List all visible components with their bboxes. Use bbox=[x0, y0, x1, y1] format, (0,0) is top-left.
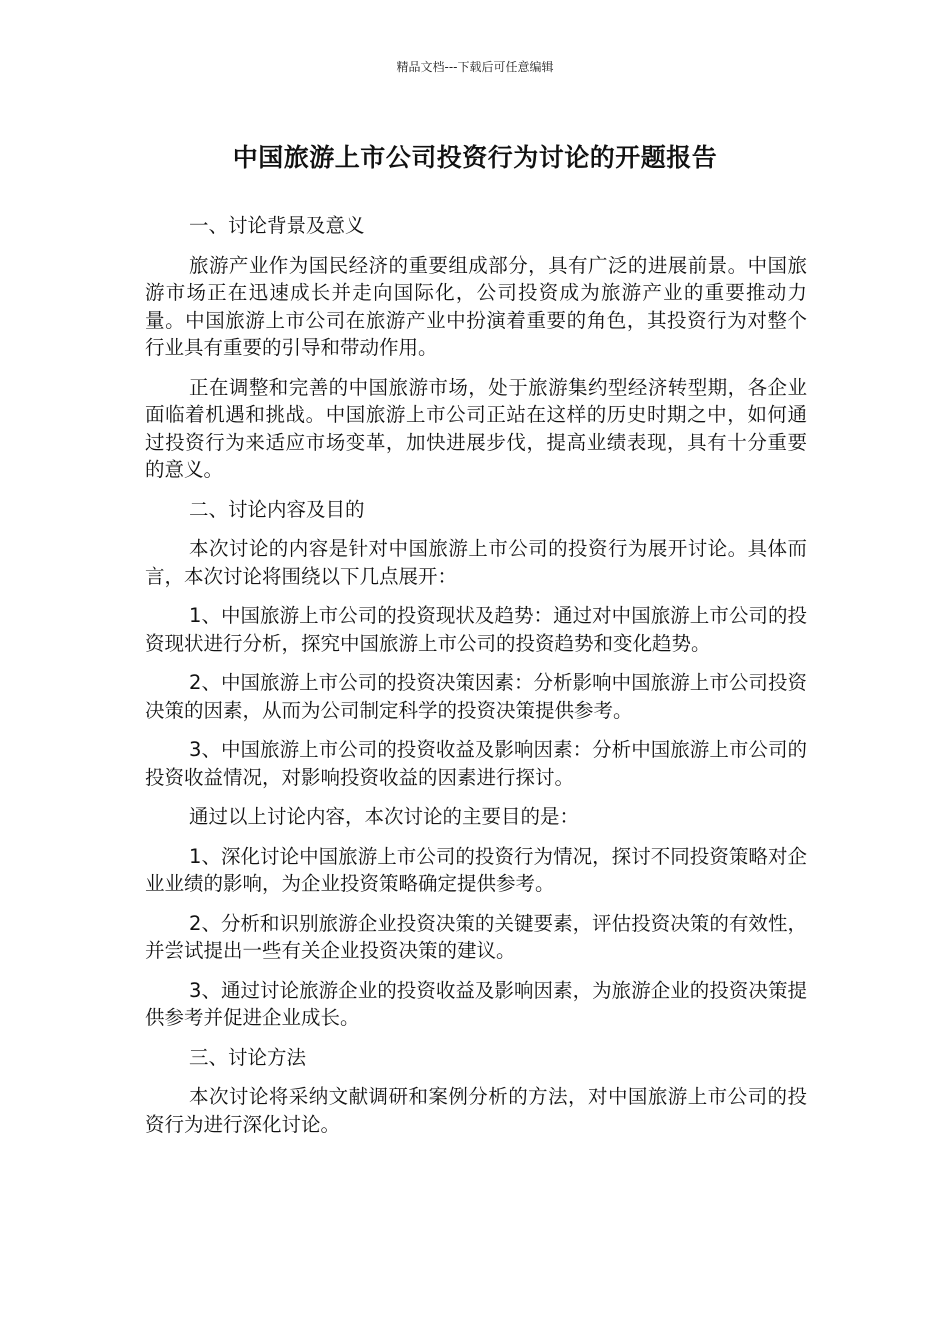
header-note: 精品文档---下载后可任意编辑 bbox=[396, 60, 554, 74]
goal-item-2: 2、分析和识别旅游企业投资决策的关键要素，评估投资决策的有效性，并尝试提出一些有关企业投资决策的建议。 bbox=[145, 911, 807, 962]
goal-item-1: 1、深化讨论中国旅游上市公司的投资行为情况，探讨不同投资策略对企业业绩的影响，为企业投资策略确定提供参考。 bbox=[145, 844, 807, 895]
document-title: 中国旅游上市公司投资行为讨论的开题报告 bbox=[232, 143, 718, 172]
content-item-1: 1、中国旅游上市公司的投资现状及趋势：通过对中国旅游上市公司的投资现状进行分析，探究中国旅游上市公司的投资趋势和变化趋势。 bbox=[145, 604, 807, 655]
document-body bbox=[145, 212, 807, 1150]
content-item-2: 2、中国旅游上市公司的投资决策因素：分析影响中国旅游上市公司投资决策的因素，从而为公司制定科学的投资决策提供参考。 bbox=[145, 671, 807, 722]
section-heading-content: 二、讨论内容及目的 bbox=[189, 497, 365, 521]
goal-item-3: 3、通过讨论旅游企业的投资收益及影响因素，为旅游企业的投资决策提供参考并促进企业成长。 bbox=[145, 978, 807, 1029]
paragraph-method: 本次讨论将采纳文献调研和案例分析的方法，对中国旅游上市公司的投资行为进行深化讨论。 bbox=[145, 1085, 807, 1136]
section-heading-background: 一、讨论背景及意义 bbox=[189, 214, 365, 237]
paragraph-background-2: 正在调整和完善的中国旅游市场，处于旅游集约型经济转型期，各企业面临着机遇和挑战。中国旅游上市公司正站在这样的历史时期之中，如何通过投资行为来适应市场变革，加快进展步伐，提高业绩表现，具有十分重要的意义。 bbox=[145, 375, 807, 481]
content-item-3: 3、中国旅游上市公司的投资收益及影响因素：分析中国旅游上市公司的投资收益情况，对影响投资收益的因素进行探讨。 bbox=[145, 738, 807, 789]
paragraph-content-intro: 本次讨论的内容是针对中国旅游上市公司的投资行为展开讨论。具体而言，本次讨论将围绕以下几点展开： bbox=[145, 537, 807, 588]
paragraph-background-1: 旅游产业作为国民经济的重要组成部分，具有广泛的进展前景。中国旅游市场正在迅速成长并走向国际化，公司投资成为旅游产业的重要推动力量。中国旅游上市公司在旅游产业中扮演着重要的角色，其投资行为对整个行业具有重要的引导和带动作用。 bbox=[145, 253, 807, 359]
paragraph-goals-intro: 通过以上讨论内容，本次讨论的主要目的是： bbox=[189, 805, 580, 828]
section-heading-method: 三、讨论方法 bbox=[189, 1045, 307, 1069]
